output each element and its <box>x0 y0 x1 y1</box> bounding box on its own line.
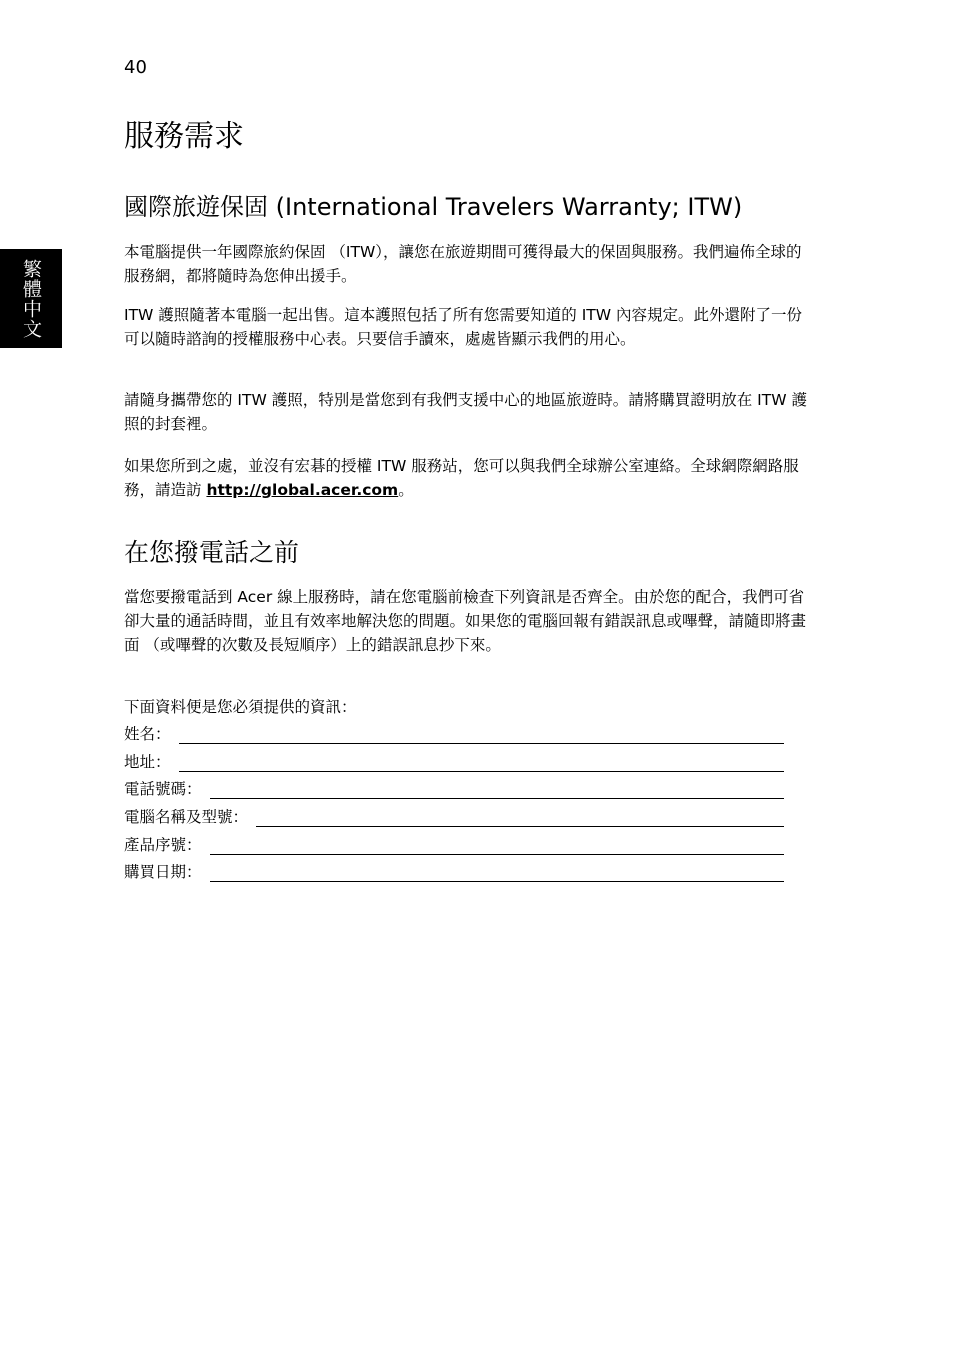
form-row-name <box>124 721 784 747</box>
before-call-paragraph-1: 當您要撥電話到 Acer 線上服務時，請在您電腦前檢查下列資訊是否齊全。由於您的配合，我們可省卻大量的通話時間，並且有效率地解決您的問題。如果您的電腦回報有錯誤訊息或嗶聲，請隨即將畫面 （或嗶聲的次數及長短順序）上的錯誤訊息抄下來。 <box>124 588 807 654</box>
before-call-heading: 在您撥電話之前 <box>124 538 300 567</box>
field-blank-purchase-date <box>210 880 784 882</box>
field-label-serial: 產品序號： <box>124 836 202 854</box>
page-title: 服務需求 <box>124 119 244 154</box>
field-label-model: 電腦名稱及型號： <box>124 808 249 826</box>
field-blank-model <box>256 825 784 827</box>
form-row-serial <box>124 832 784 858</box>
itw-paragraph-3: 請隨身攜帶您的 ITW 護照，特別是當您到有我們支援中心的地區旅遊時。請將購買證明放在 ITW 護照的封套裡。 <box>124 391 807 433</box>
field-label-address: 地址： <box>124 753 171 771</box>
itw-paragraph-4-text: 如果您所到之處，並沒有宏碁的授權 ITW 服務站，您可以與我們全球辦公室連絡。全球網際網路服務，請造訪 <box>124 457 799 499</box>
language-tab <box>0 249 62 348</box>
field-label-purchase-date: 購買日期： <box>124 863 202 881</box>
itw-heading: 國際旅遊保固 (International Travelers Warranty; ITW) <box>124 193 743 221</box>
field-blank-address <box>179 770 784 772</box>
form-row-purchase-date <box>124 859 784 885</box>
acer-global-link[interactable]: http://global.acer.com <box>206 481 399 499</box>
field-label-name: 姓名： <box>124 725 171 743</box>
itw-paragraph-4 <box>124 454 814 502</box>
field-blank-serial <box>210 853 784 855</box>
form-row-address <box>124 749 784 775</box>
field-blank-phone <box>210 797 784 799</box>
form-row-phone <box>124 776 784 802</box>
itw-paragraph-1: 本電腦提供一年國際旅約保固 （ITW），讓您在旅遊期間可獲得最大的保固與服務。我們遍佈全球的服務網，都將隨時為您伸出援手。 <box>124 243 802 285</box>
language-tab-label: 繁體中文 <box>20 258 42 339</box>
field-blank-name <box>179 742 784 744</box>
itw-paragraph-4-end: 。 <box>398 481 414 499</box>
page-number: 40 <box>124 57 147 78</box>
itw-paragraph-2: ITW 護照隨著本電腦一起出售。這本護照包括了所有您需要知道的 ITW 內容規定。此外還附了一份可以隨時諮詢的授權服務中心表。只要信手讀來，處處皆顯示我們的用心。 <box>124 306 803 348</box>
field-label-phone: 電話號碼： <box>124 780 202 798</box>
before-call-paragraph-2: 下面資料便是您必須提供的資訊： <box>124 698 357 716</box>
form-row-model <box>124 804 784 830</box>
